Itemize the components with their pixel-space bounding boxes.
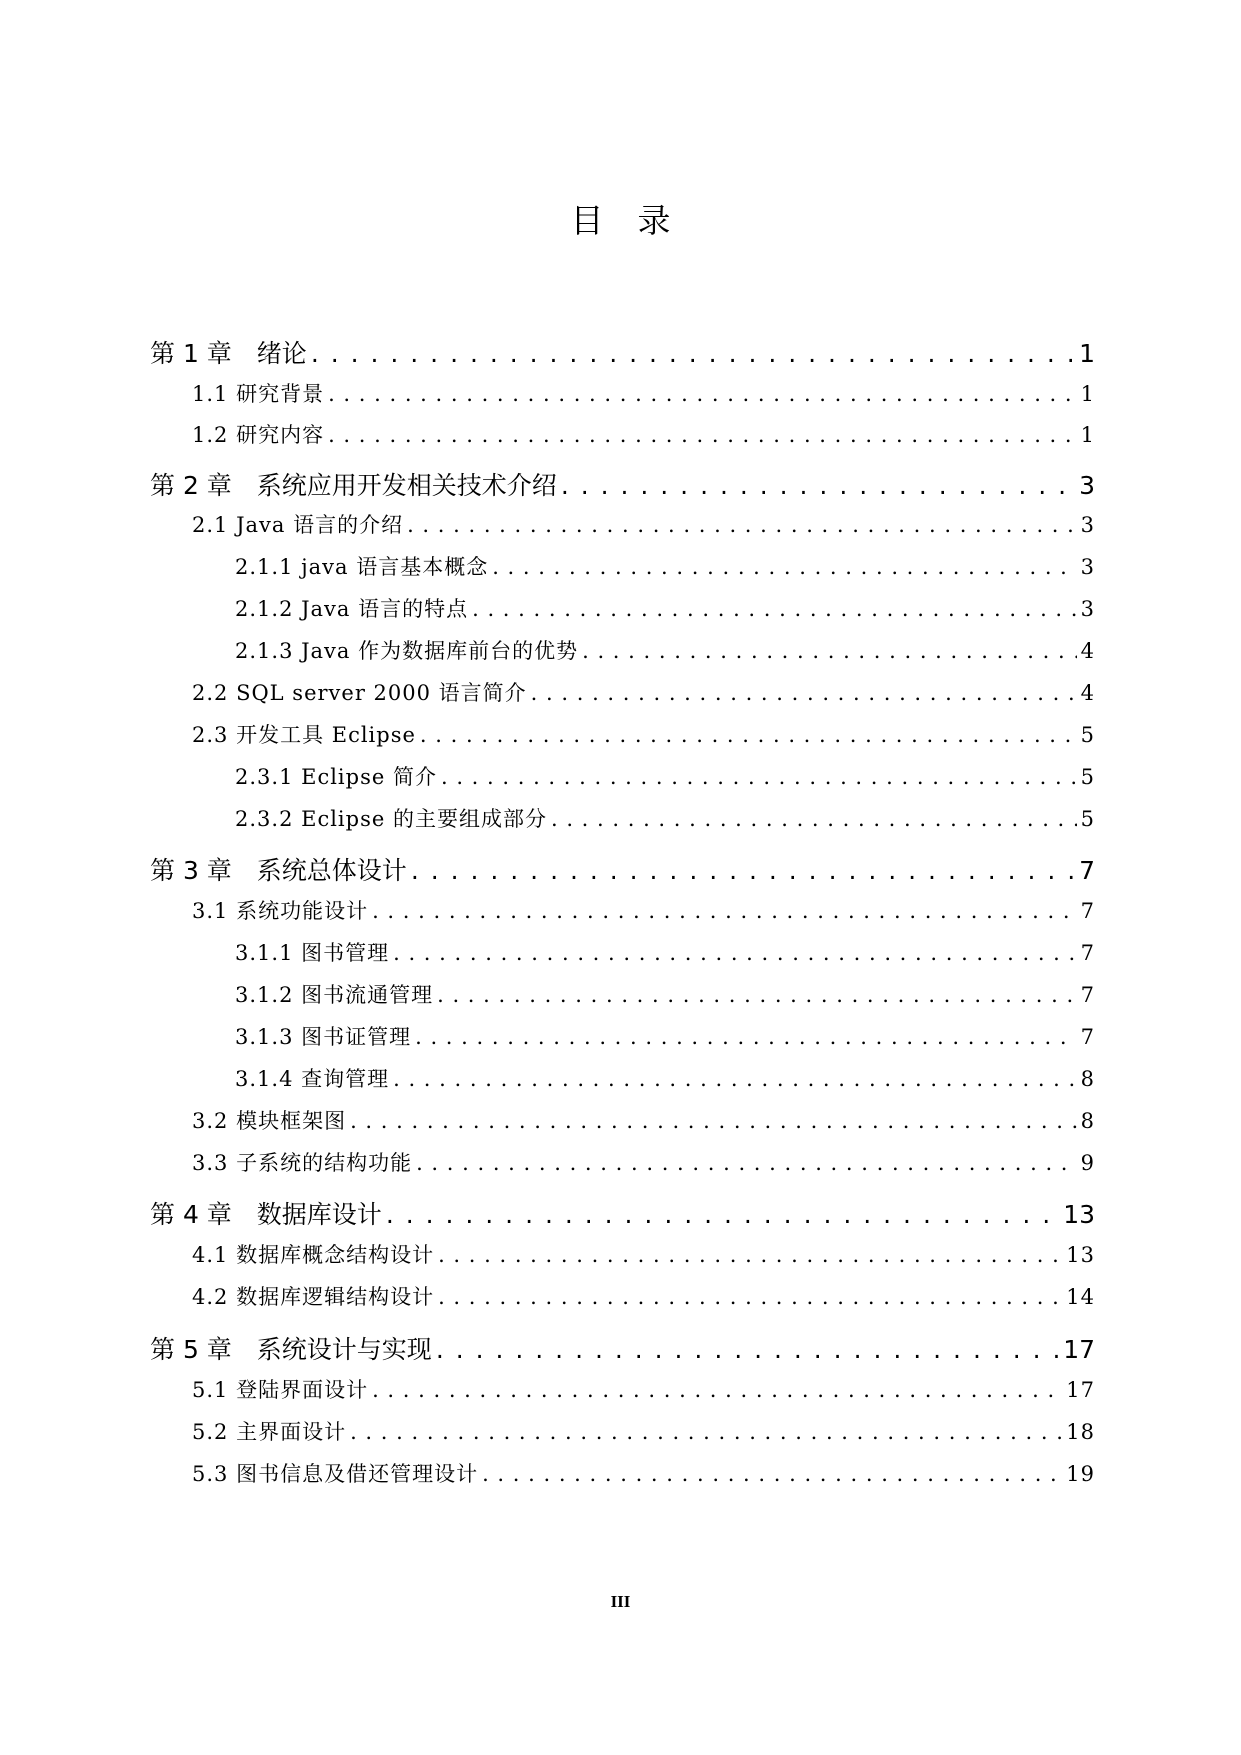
- toc-entry-page: 7: [1080, 899, 1095, 923]
- page-title: 目录: [570, 201, 705, 240]
- toc-entry-page: 1: [1080, 423, 1095, 447]
- toc-entry-label: 5.2 主界面设计: [192, 1420, 347, 1444]
- toc-entry-2-3-1[interactable]: [235, 761, 1095, 791]
- toc-entry-5-2[interactable]: [192, 1416, 1095, 1446]
- toc-dot-leader: [350, 1420, 1062, 1444]
- toc-entry-label: 2.1.1 java 语言基本概念: [235, 555, 489, 579]
- toc-entry-page: 4: [1080, 639, 1095, 663]
- toc-entry-label: 2.3 开发工具 Eclipse: [192, 723, 416, 747]
- toc-entry-label: 第 5 章 系统设计与实现: [150, 1335, 432, 1364]
- toc-dot-leader: [393, 941, 1077, 965]
- toc-entry-page: 13: [1066, 1243, 1095, 1267]
- toc-entry-4-2[interactable]: [192, 1281, 1095, 1311]
- toc-entry-page: 3: [1080, 597, 1095, 621]
- toc-entry-page: 8: [1080, 1067, 1095, 1091]
- toc-entry-label: 2.1.3 Java 作为数据库前台的优势: [235, 639, 579, 663]
- toc-dot-leader: [350, 1109, 1077, 1133]
- toc-entry-1-1[interactable]: [192, 378, 1095, 408]
- toc-entry-page: 3: [1080, 555, 1095, 579]
- toc-entry-page: 7: [1079, 856, 1095, 885]
- toc-entry-3-1-3[interactable]: [235, 1021, 1095, 1051]
- toc-entry-chapter-5[interactable]: [150, 1330, 1095, 1366]
- toc-entry-label: 1.2 研究内容: [192, 423, 325, 447]
- toc-dot-leader: [561, 471, 1075, 500]
- toc-dot-leader: [436, 1335, 1059, 1364]
- toc-entry-label: 1.1 研究背景: [192, 382, 325, 406]
- toc-entry-5-3[interactable]: [192, 1458, 1095, 1488]
- toc-dot-leader: [328, 423, 1077, 447]
- toc-entry-label: 2.1 Java 语言的介绍: [192, 513, 404, 537]
- toc-entry-3-3[interactable]: [192, 1147, 1095, 1177]
- toc-entry-label: 3.1.2 图书流通管理: [235, 983, 434, 1007]
- toc-dot-leader: [393, 1067, 1077, 1091]
- toc-entry-1-2[interactable]: [192, 419, 1095, 449]
- toc-dot-leader: [328, 382, 1077, 406]
- toc-entry-2-1-1[interactable]: [235, 551, 1095, 581]
- toc-entry-chapter-2[interactable]: [150, 466, 1095, 502]
- toc-entry-page: 5: [1080, 807, 1095, 831]
- toc-entry-label: 2.3.2 Eclipse 的主要组成部分: [235, 807, 547, 831]
- toc-entry-label: 3.1.1 图书管理: [235, 941, 390, 965]
- toc-entry-label: 2.1.2 Java 语言的特点: [235, 597, 469, 621]
- page-footer-number: III: [610, 1592, 631, 1611]
- toc-entry-page: 7: [1080, 1025, 1095, 1049]
- toc-entry-2-3-2[interactable]: [235, 803, 1095, 833]
- toc-entry-label: 3.1 系统功能设计: [192, 899, 369, 923]
- toc-entry-label: 第 2 章 系统应用开发相关技术介绍: [150, 471, 557, 500]
- toc-entry-chapter-4[interactable]: [150, 1195, 1095, 1231]
- toc-entry-chapter-1[interactable]: [150, 334, 1095, 370]
- toc-entry-5-1[interactable]: [192, 1374, 1095, 1404]
- toc-dot-leader: [437, 983, 1077, 1007]
- toc-dot-leader: [372, 899, 1077, 923]
- toc-entry-page: 14: [1066, 1285, 1095, 1309]
- toc-entry-3-1-4[interactable]: [235, 1063, 1095, 1093]
- toc-entry-label: 2.3.1 Eclipse 简介: [235, 765, 437, 789]
- toc-dot-leader: [531, 681, 1077, 705]
- toc-entry-3-1-2[interactable]: [235, 979, 1095, 1009]
- toc-dot-leader: [482, 1462, 1062, 1486]
- toc-entry-label: 3.1.3 图书证管理: [235, 1025, 412, 1049]
- toc-entry-page: 1: [1080, 382, 1095, 406]
- toc-entry-page: 7: [1080, 983, 1095, 1007]
- toc-entry-page: 5: [1080, 723, 1095, 747]
- toc-entry-page: 17: [1063, 1335, 1095, 1364]
- toc-entry-page: 8: [1080, 1109, 1095, 1133]
- toc-entry-label: 3.3 子系统的结构功能: [192, 1151, 413, 1175]
- toc-dot-leader: [472, 597, 1077, 621]
- toc-entry-2-1-3[interactable]: [235, 635, 1095, 665]
- toc-entry-page: 17: [1066, 1378, 1095, 1402]
- toc-dot-leader: [407, 513, 1077, 537]
- toc-entry-page: 18: [1066, 1420, 1095, 1444]
- toc-dot-leader: [311, 339, 1075, 368]
- toc-entry-3-1-1[interactable]: [235, 937, 1095, 967]
- toc-entry-2-3[interactable]: [192, 719, 1095, 749]
- toc-dot-leader: [386, 1200, 1059, 1229]
- toc-dot-leader: [420, 723, 1077, 747]
- toc-dot-leader: [411, 856, 1075, 885]
- toc-entry-page: 3: [1079, 471, 1095, 500]
- toc-entry-page: 7: [1080, 941, 1095, 965]
- toc-entry-label: 2.2 SQL server 2000 语言简介: [192, 681, 527, 705]
- toc-entry-4-1[interactable]: [192, 1239, 1095, 1269]
- toc-entry-label: 3.1.4 查询管理: [235, 1067, 390, 1091]
- toc-entry-label: 第 1 章 绪论: [150, 339, 307, 368]
- toc-entry-label: 3.2 模块框架图: [192, 1109, 347, 1133]
- toc-dot-leader: [492, 555, 1076, 579]
- toc-entry-2-2[interactable]: [192, 677, 1095, 707]
- toc-entry-2-1-2[interactable]: [235, 593, 1095, 623]
- toc-dot-leader: [438, 1243, 1062, 1267]
- toc-entry-page: 13: [1063, 1200, 1095, 1229]
- toc-entry-chapter-3[interactable]: [150, 851, 1095, 887]
- toc-entry-page: 5: [1080, 765, 1095, 789]
- toc-dot-leader: [372, 1378, 1062, 1402]
- toc-entry-3-1[interactable]: [192, 895, 1095, 925]
- toc-entry-2-1[interactable]: [192, 509, 1095, 539]
- toc-entry-label: 5.3 图书信息及借还管理设计: [192, 1462, 479, 1486]
- toc-dot-leader: [551, 807, 1077, 831]
- toc-dot-leader: [415, 1025, 1077, 1049]
- toc-entry-page: 9: [1080, 1151, 1095, 1175]
- toc-entry-label: 第 3 章 系统总体设计: [150, 856, 407, 885]
- toc-entry-label: 第 4 章 数据库设计: [150, 1200, 382, 1229]
- toc-entry-3-2[interactable]: [192, 1105, 1095, 1135]
- toc-entry-page: 3: [1080, 513, 1095, 537]
- toc-entry-label: 4.2 数据库逻辑结构设计: [192, 1285, 435, 1309]
- toc-dot-leader: [416, 1151, 1077, 1175]
- toc-entry-page: 19: [1066, 1462, 1095, 1486]
- toc-dot-leader: [441, 765, 1077, 789]
- toc-entry-page: 4: [1080, 681, 1095, 705]
- toc-dot-leader: [582, 639, 1077, 663]
- toc-entry-label: 5.1 登陆界面设计: [192, 1378, 369, 1402]
- toc-entry-page: 1: [1079, 339, 1095, 368]
- toc-entry-label: 4.1 数据库概念结构设计: [192, 1243, 435, 1267]
- toc-dot-leader: [438, 1285, 1062, 1309]
